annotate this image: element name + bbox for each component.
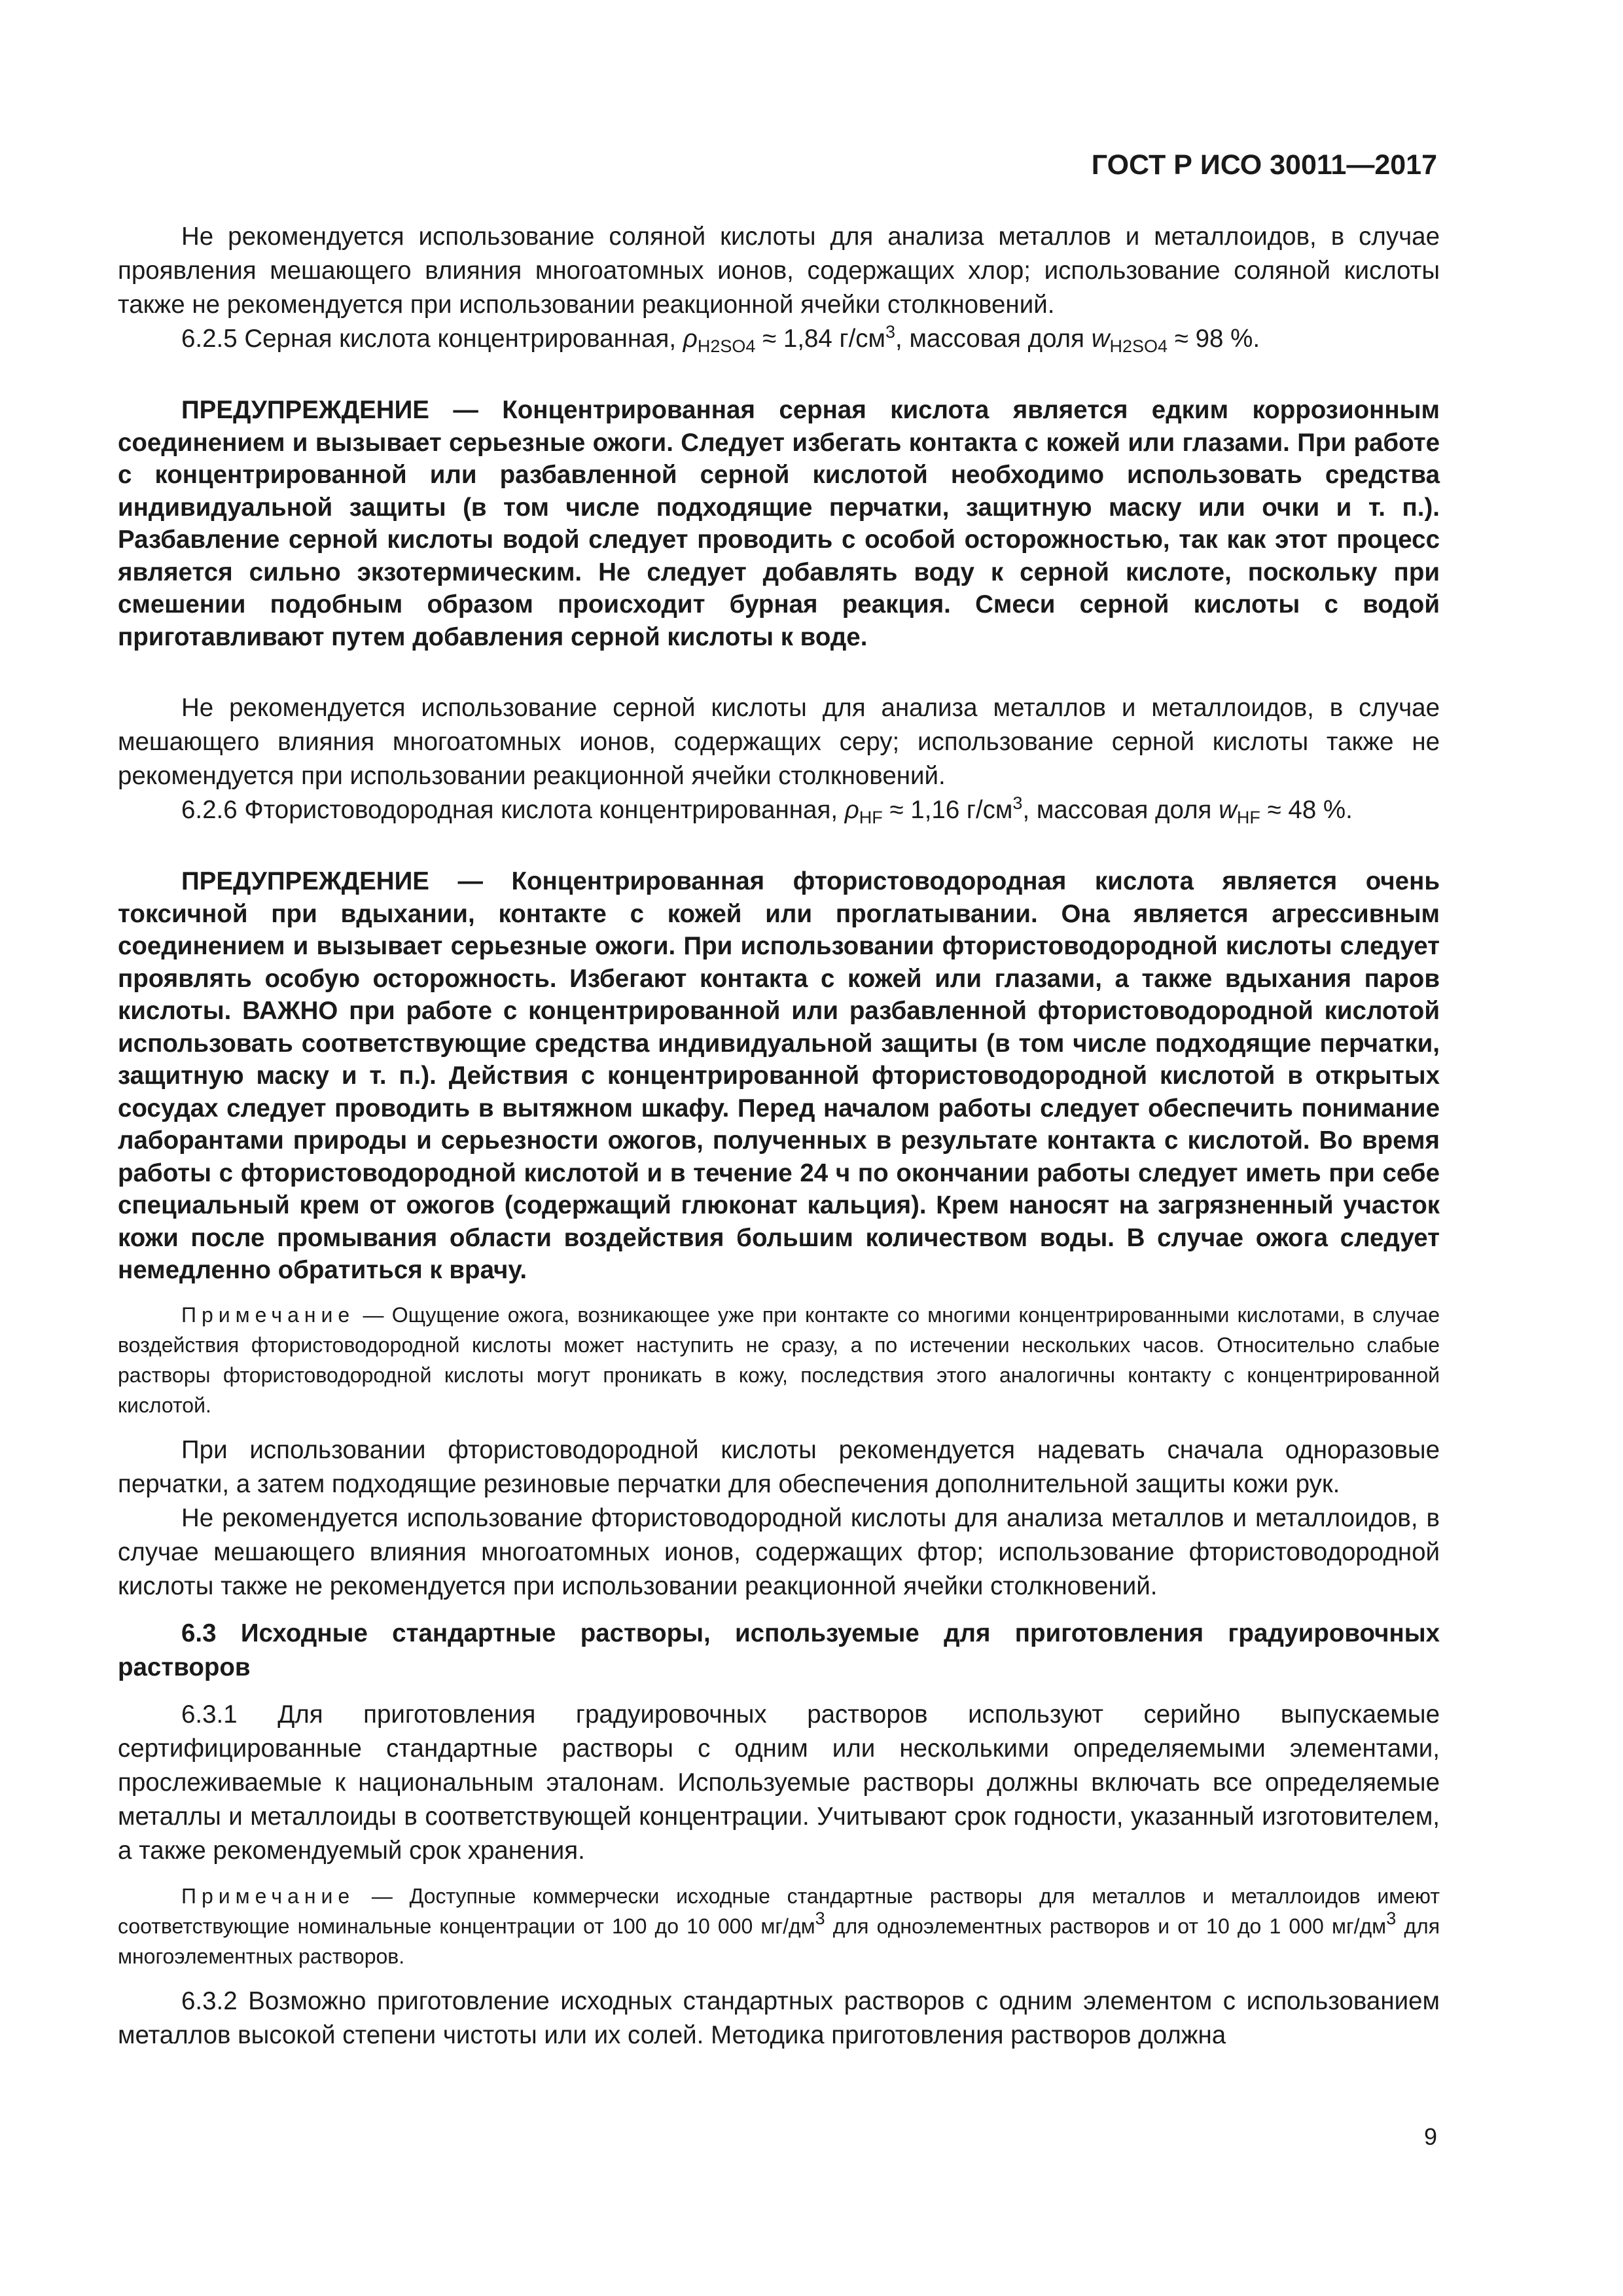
page-body [118, 220, 1440, 2053]
paragraph-hf-usage: Не рекомендуется использование фтористоводородной кислоты для анализа металлов и металлоидов, в случае мешающего влияния многоатомных ионов, содержащих фтор; использование фтористоводородной кислоты также не рекомендуется при использовании реакционной ячейки столкновений. [118, 1503, 1440, 1600]
clause-6-3-2: 6.3.2 Возможно приготовление исходных стандартных растворов с одним элементом с использованием металлов высокой степени чистоты или их солей. Методика приготовления растворов должна [118, 1986, 1440, 2049]
clause-6-3-1: 6.3.1 Для приготовления градуировочных растворов используют серийно выпускаемые сертифицированные стандартные растворы с одним или несколькими определяемыми элементами, прослеживаемые к национальным эталонам. Используемые растворы должны включать все определяемые металлы и металлоиды в соответствующей концентрации. Учитывают срок годности, указанный изготовителем, а также рекомендуемый срок хранения. [118, 1700, 1440, 1865]
document-header-code: ГОСТ Р ИСО 30011—2017 [1091, 149, 1437, 181]
clause-6-2-6: 6.2.6 Фтористоводородная кислота концентрированная, $\rho_{HF} \approx 1,16$ $г/см^3$, массовая доля $w_{HF} \approx 48$ %. [181, 793, 1353, 827]
paragraph-gloves: При использовании фтористоводородной кислоты рекомендуется надевать сначала одноразовые перчатки, а затем подходящие резиновые перчатки для обеспечения дополнительной защиты кожи рук. [118, 1435, 1440, 1498]
page-number: 9 [1423, 2123, 1437, 2150]
clause-6-2-5: 6.2.5 Серная кислота концентрированная, $\rho_{H2SO4} \approx 1,84$ $г/см^3$, массовая доля $w_{H2SO4} \approx 98$ %. [181, 322, 1260, 356]
warning-hydrofluoric-acid: ПРЕДУПРЕЖДЕНИЕ — Концентрированная фтористоводородная кислота является очень токсичной при вдыхании, контакте с кожей или проглатывании. Она является агрессивным соединением и вызывает серьезные ожоги. При использовании фтористоводородной кислоты следует проявлять особую осторожность. Избегают контакта с кожей или глазами, а также вдыхания паров кислоты. ВАЖНО при работе с концентрированной или разбавленной фтористоводородной кислотой использовать соответствующие средства индивидуальной защиты (в том числе подходящие перчатки, защитную маску и т. п.). Действия с концентрированной фтористоводородной кислотой в открытых сосудах следует проводить в вытяжном шкафу. Перед началом работы следует обеспечить понимание лаборантами природы и серьезности ожогов, полученных в результате контакта с кислотой. Во время работы с фтористоводородной кислотой и в течение 24 ч по окончании работы следует иметь при себе специальный крем от ожогов (содержащий глюконат кальция). Крем наносят на загрязненный участок кожи после промывания области воздействия большим количеством воды. В случае ожога следует немедленно обратиться к врачу. [118, 867, 1440, 1284]
paragraph-hcl-usage: Не рекомендуется использование соляной кислоты для анализа металлов и металлоидов, в случае проявления мешающего влияния многоатомных ионов, содержащих хлор; использование соляной кислоты также не рекомендуется при использовании реакционной ячейки столкновений. [118, 223, 1440, 319]
warning-sulfuric-acid: ПРЕДУПРЕЖДЕНИЕ — Концентрированная серная кислота является едким коррозионным соединением и вызывает серьезные ожоги. Следует избегать контакта с кожей или глазами. При работе с концентрированной или разбавленной серной кислотой необходимо использовать средства индивидуальной защиты (в том числе подходящие перчатки, защитную маску или очки и т. п.). Разбавление серной кислоты водой следует проводить с особой осторожностью, так как этот процесс является сильно экзотермическим. Не следует добавлять воду к серной кислоте, поскольку при смешении подобным образом происходит бурная реакция. Смеси серной кислоты с водой приготавливают путем добавления серной кислоты к воде. [118, 396, 1440, 651]
section-heading-6-3: 6.3 Исходные стандартные растворы, используемые для приготовления градуировочных растворов [118, 1619, 1440, 1681]
paragraph-h2so4-usage: Не рекомендуется использование серной кислоты для анализа металлов и металлоидов, в случае мешающего влияния многоатомных ионов, содержащих серу; использование серной кислоты также не рекомендуется при использовании реакционной ячейки столкновений. [118, 694, 1440, 790]
note-commercial-solutions: Примечание — Доступные коммерчески исходные стандартные растворы для металлов и металлоидов имеют соответствующие номинальные концентрации от 100 до 10 000 $мг/дм^3$ для одноэлементных растворов и от 10 до 1 000 $мг/дм^3$ для многоэлементных растворов. [118, 1884, 1440, 1968]
note-burn-sensation: Примечание — Ощущение ожога, возникающее уже при контакте со многими концентрированными кислотами, в случае воздействия фтористоводородной кислоты может наступить не сразу, а по истечении нескольких часов. Относительно слабые растворы фтористоводородной кислоты могут проникать в кожу, последствия этого аналогичны контакту с концентрированной кислотой. [118, 1302, 1440, 1417]
